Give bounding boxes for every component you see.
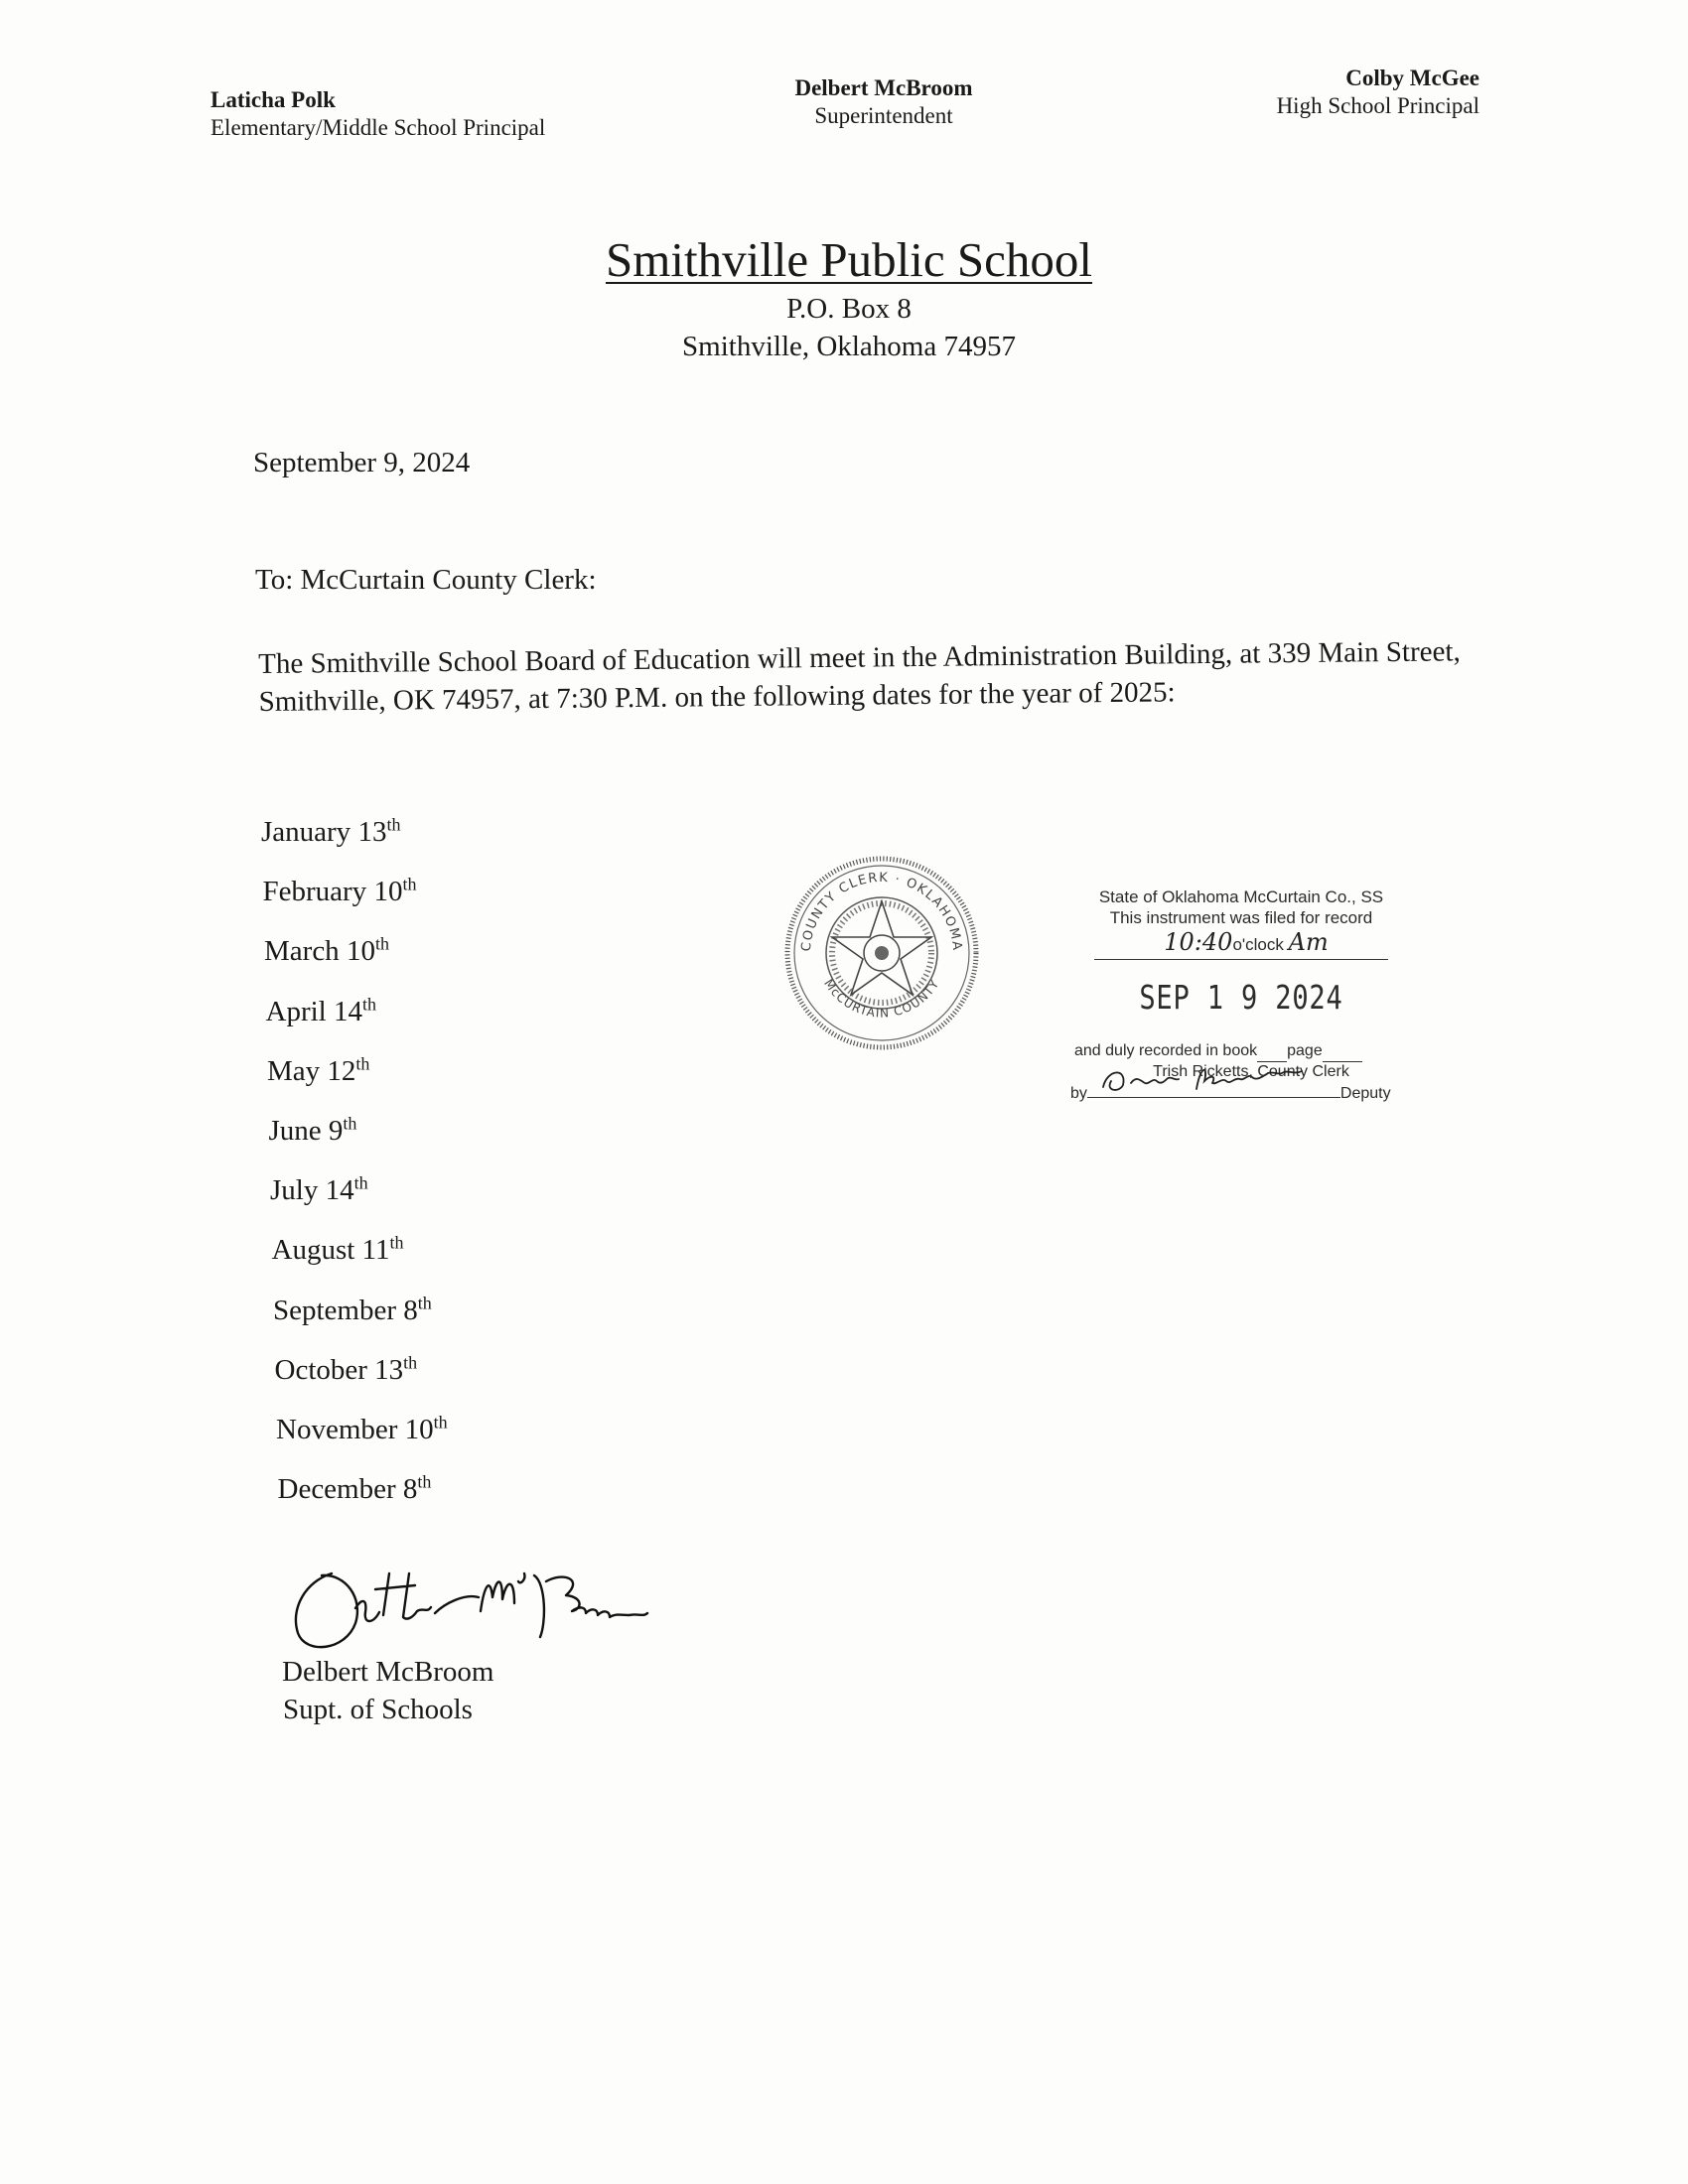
- high-school-principal-name: Colby McGee: [1345, 66, 1479, 90]
- stamp-state-line: State of Oklahoma McCurtain Co., SS: [1098, 887, 1384, 906]
- meeting-date-day: 10: [404, 1414, 434, 1445]
- signer-title: Supt. of Schools: [283, 1694, 473, 1725]
- meeting-date-month: April: [265, 995, 327, 1027]
- signer-name: Delbert McBroom: [282, 1656, 494, 1688]
- superintendent-signature: [286, 1554, 683, 1663]
- stamp-by-label: by: [1070, 1085, 1087, 1102]
- meeting-date-item: [275, 1352, 418, 1388]
- meeting-date-month: July: [270, 1174, 319, 1207]
- seal-text-bottom: McCURTAIN COUNTY: [821, 976, 942, 1021]
- stamp-time-handwritten: 10:40: [1164, 928, 1233, 956]
- meeting-date-day: 10: [373, 876, 403, 908]
- meeting-date-item: [267, 1053, 369, 1089]
- meeting-date-month: June: [268, 1115, 322, 1147]
- svg-text:COUNTY CLERK · OKLAHOMA: [799, 871, 964, 952]
- meeting-date-suffix: th: [353, 1172, 368, 1193]
- meeting-date-item: [272, 1232, 404, 1268]
- meeting-date-suffix: th: [433, 1412, 448, 1433]
- meeting-date-item: [276, 1412, 448, 1447]
- stamp-filed-line: This instrument was filed for record: [1109, 908, 1373, 927]
- meeting-date-item: [266, 994, 376, 1029]
- meeting-date-item: [263, 874, 417, 909]
- meeting-date-suffix: th: [374, 933, 389, 954]
- county-seal: [782, 854, 981, 1052]
- signature-icon: [286, 1554, 683, 1663]
- school-header: [496, 230, 1201, 365]
- meeting-date-day: 13: [374, 1353, 404, 1386]
- stamp-recorded-line: [1062, 1041, 1420, 1062]
- letterhead-right: [1177, 65, 1479, 120]
- letter-paragraph: The Smithville School Board of Education will meet in the Administration Building, at 339 Main Street, Smithville, OK 74957, at 7:30 P.M. on the following dates for the year of 2025:: [258, 635, 1461, 718]
- meeting-date-day: 13: [357, 816, 387, 848]
- meeting-date-suffix: th: [386, 814, 401, 835]
- meeting-date-month: January: [261, 816, 352, 848]
- letterhead-left: [211, 86, 545, 142]
- seal-text-top: COUNTY CLERK · OKLAHOMA: [798, 870, 965, 953]
- stamp-page-blank: [1323, 1041, 1362, 1062]
- superintendent-name: Delbert McBroom: [794, 75, 973, 100]
- stamp-recorded-prefix: and duly recorded in book: [1074, 1042, 1258, 1059]
- meeting-date-day: 14: [325, 1174, 354, 1207]
- meeting-date-month: September: [273, 1294, 397, 1326]
- meeting-date-item: [269, 1113, 357, 1149]
- stamp-time-blank-left: [1094, 931, 1164, 960]
- elementary-principal-title: Elementary/Middle School Principal: [211, 115, 546, 140]
- meeting-date-suffix: th: [417, 1471, 432, 1492]
- stamp-ampm-handwritten: Am: [1288, 928, 1329, 956]
- school-address-line1: P.O. Box 8: [786, 293, 912, 325]
- stamp-page-label: page: [1287, 1042, 1323, 1059]
- high-school-principal-title: High School Principal: [1276, 93, 1479, 118]
- letter-recipient: To: McCurtain County Clerk:: [255, 564, 597, 596]
- meeting-date-item: [270, 1172, 368, 1208]
- meeting-date-day: 12: [327, 1054, 356, 1087]
- meeting-date-month: August: [271, 1234, 355, 1267]
- meeting-date-suffix: th: [403, 1352, 418, 1373]
- meeting-date-day: 8: [403, 1294, 418, 1326]
- meeting-date-month: December: [277, 1473, 396, 1506]
- stamp-clerk: Trish Ricketts, County Clerk: [1153, 1063, 1349, 1080]
- stamp-oclock-label: o'clock: [1232, 935, 1284, 954]
- meeting-date-item: [278, 1471, 432, 1507]
- stamp-time-blank-right: [1329, 931, 1388, 960]
- meeting-date-suffix: th: [355, 1053, 370, 1074]
- meeting-date-suffix: th: [389, 1232, 404, 1253]
- meeting-date-day: 8: [402, 1473, 418, 1506]
- letter-date: September 9, 2024: [253, 447, 471, 478]
- meeting-date-month: May: [267, 1054, 321, 1087]
- deputy-signature-icon: [1097, 1061, 1345, 1097]
- county-seal-icon: [782, 854, 981, 1052]
- meeting-date-item: [264, 933, 389, 969]
- elementary-principal-name: Laticha Polk: [211, 87, 336, 112]
- meeting-date-month: March: [264, 935, 340, 968]
- school-address-line2: Smithville, Oklahoma 74957: [682, 331, 1016, 362]
- meeting-date-month: February: [262, 876, 367, 908]
- filing-stamp: [1062, 887, 1420, 1106]
- stamp-book-blank: [1257, 1041, 1287, 1062]
- superintendent-title: Superintendent: [814, 103, 953, 128]
- meeting-date-suffix: th: [343, 1113, 357, 1134]
- meeting-date-suffix: th: [361, 993, 376, 1014]
- meeting-date-month: October: [274, 1353, 367, 1386]
- meeting-date-suffix: th: [402, 874, 417, 894]
- stamp-date: SEP 1 9 2024: [1139, 978, 1343, 1017]
- meeting-date-day: 11: [361, 1234, 390, 1267]
- letterhead-center: [735, 74, 1033, 130]
- svg-text:McCURTAIN COUNTY: [821, 977, 942, 1021]
- school-name: Smithville Public School: [605, 232, 1093, 287]
- stamp-time-line: [1062, 928, 1420, 956]
- meeting-date-month: November: [276, 1414, 398, 1445]
- meeting-date-day: 14: [333, 995, 362, 1027]
- meeting-date-item: [261, 814, 400, 850]
- meeting-date-day: 9: [328, 1115, 344, 1147]
- stamp-deputy-signature-line: [1087, 1083, 1340, 1098]
- stamp-deputy-label: Deputy: [1339, 1085, 1391, 1102]
- meeting-date-day: 10: [346, 935, 375, 968]
- stamp-deputy-line: [1062, 1082, 1420, 1106]
- meeting-date-item: [273, 1293, 432, 1328]
- meeting-date-suffix: th: [417, 1292, 432, 1312]
